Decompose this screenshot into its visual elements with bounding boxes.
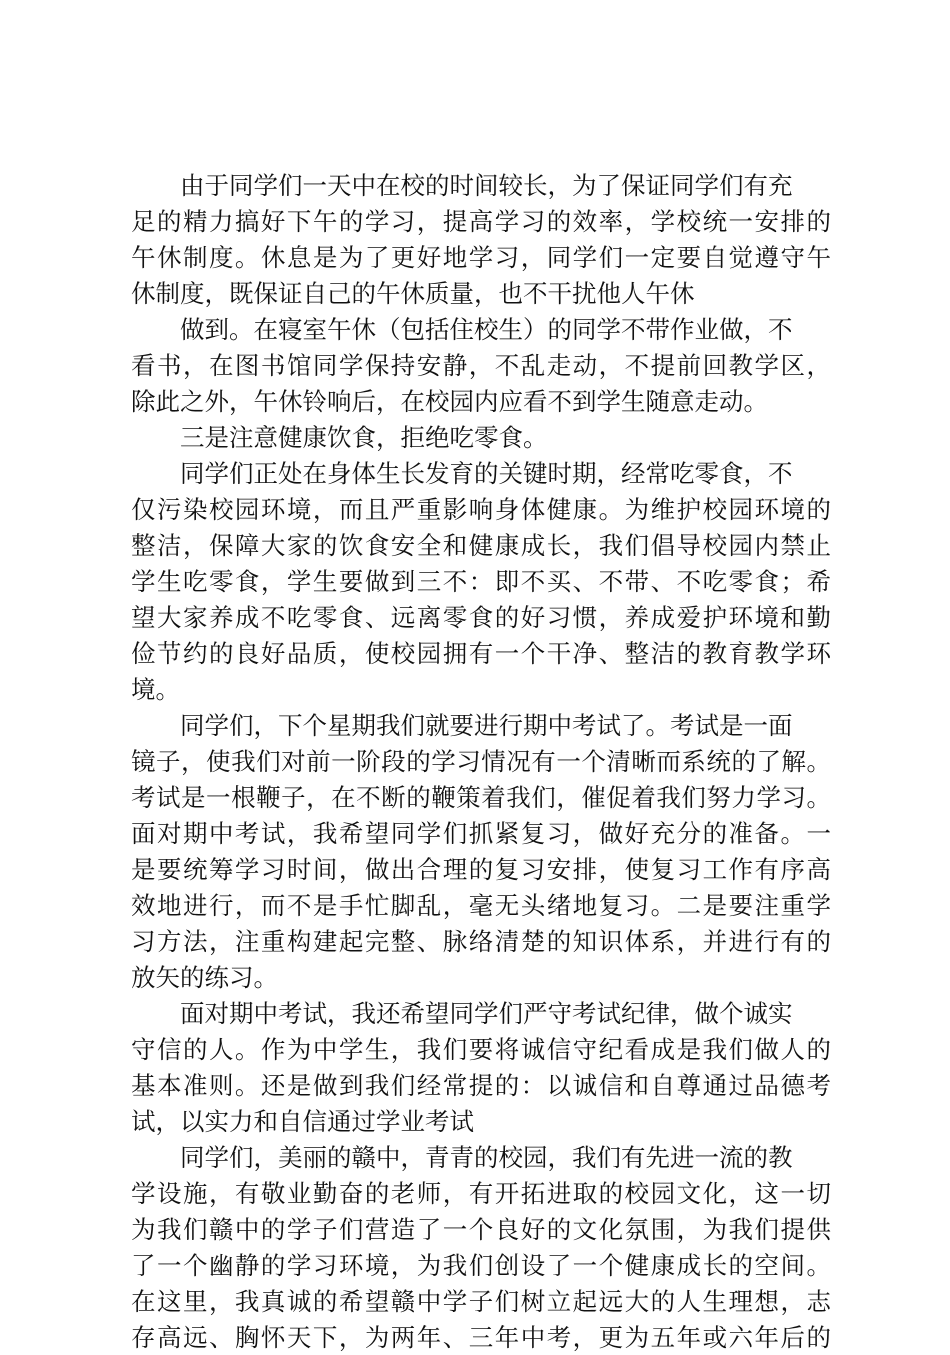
- text-line: 望大家养成不吃零食、远离零食的好习惯，养成爱护环境和勤: [131, 603, 831, 632]
- text-line: 做到。在寝室午休（包括住校生）的同学不带作业做，不: [180, 315, 793, 344]
- text-line: 午休制度。休息是为了更好地学习，同学们一定要自觉遵守午: [131, 243, 831, 272]
- text-line: 在这里，我真诚的希望赣中学子们树立起远大的人生理想，志: [131, 1287, 831, 1316]
- text-line: 为我们赣中的学子们营造了一个良好的文化氛围，为我们提供: [131, 1215, 831, 1244]
- text-line: 休制度，既保证自己的午休质量，也不干扰他人午休: [131, 279, 695, 308]
- text-line: 看书，在图书馆同学保持安静，不乱走动，不提前回教学区，: [131, 351, 831, 380]
- text-line: 整洁，保障大家的饮食安全和健康成长，我们倡导校园内禁止: [131, 531, 831, 560]
- text-line: 放矢的练习。: [131, 963, 278, 992]
- text-line: 足的精力搞好下午的学习，提高学习的效率，学校统一安排的: [131, 207, 831, 236]
- text-line: 镜子，使我们对前一阶段的学习情况有一个清晰而系统的了解。: [131, 747, 831, 776]
- text-line: 学设施，有敬业勤奋的老师，有开拓进取的校园文化，这一切: [131, 1179, 831, 1208]
- text-line: 学生吃零食，学生要做到三不：即不买、不带、不吃零食；希: [131, 567, 831, 596]
- text-line: 效地进行，而不是手忙脚乱，毫无头绪地复习。二是要注重学: [131, 891, 831, 920]
- text-line: 境。: [131, 675, 180, 704]
- text-line: 同学们正处在身体生长发育的关键时期，经常吃零食，不: [180, 459, 793, 488]
- text-line: 同学们，美丽的赣中，青青的校园，我们有先进一流的教: [180, 1143, 793, 1172]
- text-line: 守信的人。作为中学生，我们要将诚信守纪看成是我们做人的: [131, 1035, 831, 1064]
- text-line: 面对期中考试，我还希望同学们严守考试纪律，做个诚实: [180, 999, 793, 1028]
- text-line: 试，以实力和自信通过学业考试: [131, 1107, 474, 1136]
- text-line: 了一个幽静的学习环境，为我们创设了一个健康成长的空间。: [131, 1251, 831, 1280]
- text-line: 基本准则。还是做到我们经常提的：以诚信和自尊通过品德考: [131, 1071, 831, 1100]
- text-line: 是要统筹学习时间，做出合理的复习安排，使复习工作有序高: [131, 855, 831, 884]
- text-line: 三是注意健康饮食，拒绝吃零食。: [180, 423, 548, 452]
- text-line: 由于同学们一天中在校的时间较长，为了保证同学们有充: [180, 171, 793, 200]
- text-line: 同学们，下个星期我们就要进行期中考试了。考试是一面: [180, 711, 793, 740]
- text-line: 仅污染校园环境，而且严重影响身体健康。为维护校园环境的: [131, 495, 831, 524]
- text-line: 习方法，注重构建起完整、脉络清楚的知识体系，并进行有的: [131, 927, 831, 956]
- text-line: 俭节约的良好品质，使校园拥有一个干净、整洁的教育教学环: [131, 639, 831, 668]
- text-line: 面对期中考试，我希望同学们抓紧复习，做好充分的准备。一: [131, 819, 831, 848]
- text-line: 存高远、胸怀天下，为两年、三年中考，更为五年或六年后的: [131, 1323, 831, 1352]
- text-line: 考试是一根鞭子，在不断的鞭策着我们，催促着我们努力学习。: [131, 783, 831, 812]
- text-line: 除此之外，午休铃响后，在校园内应看不到学生随意走动。: [131, 387, 768, 416]
